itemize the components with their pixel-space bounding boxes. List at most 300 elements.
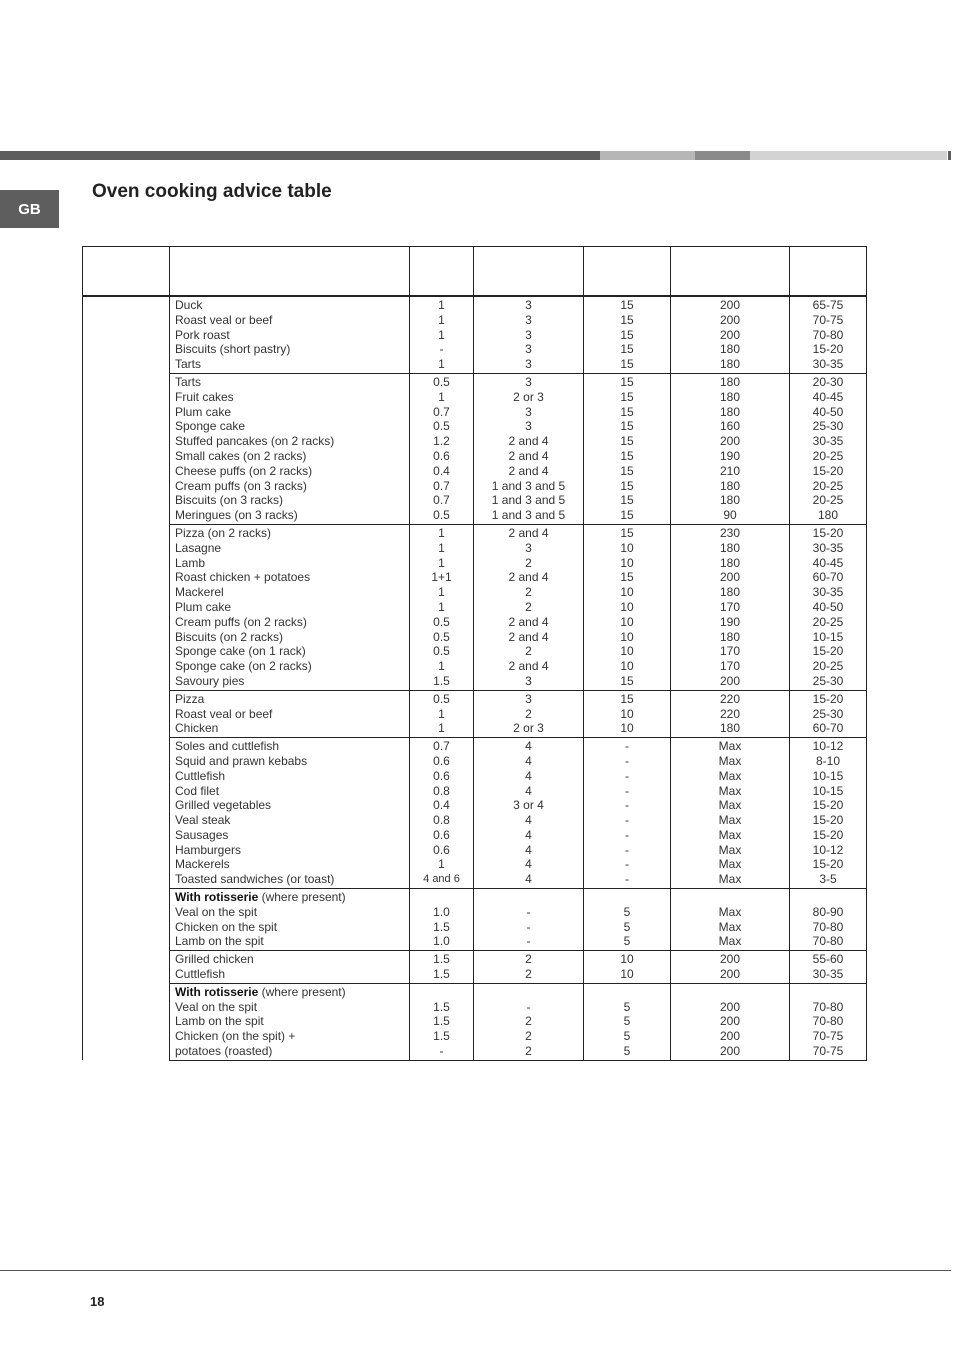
time-cell: 20-25 bbox=[790, 659, 867, 674]
weight-cell: 1 bbox=[410, 556, 474, 571]
time-cell: 20-25 bbox=[790, 479, 867, 494]
preheat-cell: 15 bbox=[584, 479, 671, 494]
rotisserie-label: With rotisserie bbox=[175, 890, 259, 905]
time-cell: 30-35 bbox=[790, 434, 867, 449]
cooking-mode-cell bbox=[83, 983, 170, 1060]
weight-cell: 0.8 bbox=[410, 784, 474, 799]
temperature-cell: 180 bbox=[671, 493, 790, 508]
temperature-cell: 200 bbox=[671, 1000, 790, 1015]
time-cell: 70-80 bbox=[790, 920, 867, 935]
temperature-cell: 180 bbox=[671, 373, 790, 389]
temperature-cell: 220 bbox=[671, 707, 790, 722]
cooking-group bbox=[83, 738, 867, 889]
rack-cell: 3 bbox=[474, 541, 584, 556]
temperature-cell: Max bbox=[671, 813, 790, 828]
cooking-group bbox=[83, 983, 867, 1060]
table-row bbox=[83, 524, 867, 540]
temperature-cell: 200 bbox=[671, 1029, 790, 1044]
temperature-cell: Max bbox=[671, 857, 790, 872]
bar-segment-mid bbox=[695, 151, 750, 160]
time-cell: 3-5 bbox=[790, 872, 867, 888]
weight-cell: 1.5 bbox=[410, 1000, 474, 1015]
time-cell: 25-30 bbox=[790, 419, 867, 434]
food-cell: Toasted sandwiches (or toast) bbox=[170, 872, 410, 888]
preheat-cell: 10 bbox=[584, 585, 671, 600]
temperature-cell: Max bbox=[671, 738, 790, 754]
rotisserie-heading bbox=[170, 889, 410, 905]
weight-cell: 1.5 bbox=[410, 1014, 474, 1029]
bar-segment-pale bbox=[750, 151, 947, 160]
table-row bbox=[83, 659, 867, 674]
table-row bbox=[83, 508, 867, 524]
food-cell: Roast veal or beef bbox=[170, 707, 410, 722]
preheat-cell: 10 bbox=[584, 967, 671, 983]
empty-cell bbox=[790, 889, 867, 905]
time-cell: 30-35 bbox=[790, 967, 867, 983]
rack-cell: 2 and 4 bbox=[474, 570, 584, 585]
rack-cell: 2 bbox=[474, 1044, 584, 1060]
temperature-cell: Max bbox=[671, 872, 790, 888]
weight-cell: 0.7 bbox=[410, 738, 474, 754]
preheat-cell: - bbox=[584, 857, 671, 872]
cooking-mode-cell bbox=[83, 296, 170, 373]
preheat-cell: 5 bbox=[584, 905, 671, 920]
weight-cell: 1 bbox=[410, 721, 474, 737]
food-cell: Veal on the spit bbox=[170, 1000, 410, 1015]
table-row bbox=[83, 493, 867, 508]
rotisserie-note: (where present) bbox=[258, 890, 346, 905]
rack-cell: 1 and 3 and 5 bbox=[474, 493, 584, 508]
rack-cell: 3 bbox=[474, 313, 584, 328]
rack-cell: 3 bbox=[474, 342, 584, 357]
food-cell: Fruit cakes bbox=[170, 390, 410, 405]
food-cell: Mackerel bbox=[170, 585, 410, 600]
header-cell-mode bbox=[83, 247, 170, 297]
temperature-cell: 190 bbox=[671, 615, 790, 630]
rack-cell: 3 bbox=[474, 373, 584, 389]
table-row bbox=[83, 570, 867, 585]
table-row bbox=[83, 674, 867, 690]
rack-cell: 2 bbox=[474, 1029, 584, 1044]
rack-cell: 2 or 3 bbox=[474, 721, 584, 737]
table-row bbox=[83, 644, 867, 659]
time-cell: 20-30 bbox=[790, 373, 867, 389]
food-cell: Plum cake bbox=[170, 405, 410, 420]
preheat-cell: - bbox=[584, 813, 671, 828]
weight-cell: 0.7 bbox=[410, 479, 474, 494]
table-row bbox=[83, 373, 867, 389]
empty-cell bbox=[410, 889, 474, 905]
preheat-cell: 15 bbox=[584, 434, 671, 449]
time-cell: 15-20 bbox=[790, 813, 867, 828]
bar-segment-light bbox=[600, 151, 695, 160]
rack-cell: 4 bbox=[474, 784, 584, 799]
rack-cell: 2 and 4 bbox=[474, 630, 584, 645]
cooking-mode-cell bbox=[83, 373, 170, 524]
weight-cell: 1+1 bbox=[410, 570, 474, 585]
temperature-cell: 180 bbox=[671, 585, 790, 600]
temperature-cell: 170 bbox=[671, 659, 790, 674]
table-row bbox=[83, 449, 867, 464]
cooking-group bbox=[83, 373, 867, 524]
weight-cell: 1 bbox=[410, 659, 474, 674]
rack-cell: 4 bbox=[474, 754, 584, 769]
rack-cell: 4 bbox=[474, 828, 584, 843]
table-row bbox=[83, 920, 867, 935]
cooking-group bbox=[83, 889, 867, 951]
preheat-cell: 10 bbox=[584, 615, 671, 630]
time-cell: 30-35 bbox=[790, 585, 867, 600]
table-header-row bbox=[83, 247, 867, 297]
bar-segment-dark bbox=[0, 151, 600, 160]
table-row bbox=[83, 784, 867, 799]
weight-cell: 1 bbox=[410, 296, 474, 313]
temperature-cell: Max bbox=[671, 843, 790, 858]
weight-cell: 0.6 bbox=[410, 449, 474, 464]
temperature-cell: 180 bbox=[671, 390, 790, 405]
time-cell: 70-80 bbox=[790, 1000, 867, 1015]
empty-cell bbox=[474, 983, 584, 999]
preheat-cell: - bbox=[584, 872, 671, 888]
weight-cell: 0.5 bbox=[410, 373, 474, 389]
cooking-group bbox=[83, 690, 867, 737]
temperature-cell: 180 bbox=[671, 541, 790, 556]
food-cell: Plum cake bbox=[170, 600, 410, 615]
food-cell: Biscuits (on 3 racks) bbox=[170, 493, 410, 508]
temperature-cell: 90 bbox=[671, 508, 790, 524]
food-cell: Lamb on the spit bbox=[170, 934, 410, 950]
rack-cell: 1 and 3 and 5 bbox=[474, 479, 584, 494]
header-cell-rack bbox=[474, 247, 584, 297]
food-cell: Savoury pies bbox=[170, 674, 410, 690]
temperature-cell: 200 bbox=[671, 313, 790, 328]
time-cell: 40-50 bbox=[790, 405, 867, 420]
table-row bbox=[83, 600, 867, 615]
food-cell: Chicken on the spit bbox=[170, 920, 410, 935]
food-cell: Cuttlefish bbox=[170, 967, 410, 983]
food-cell: Pizza bbox=[170, 690, 410, 706]
rack-cell: 1 and 3 and 5 bbox=[474, 508, 584, 524]
table-row bbox=[83, 630, 867, 645]
weight-cell: 0.5 bbox=[410, 690, 474, 706]
table-row bbox=[83, 1014, 867, 1029]
table-row bbox=[83, 479, 867, 494]
preheat-cell: 15 bbox=[584, 296, 671, 313]
preheat-cell: 15 bbox=[584, 405, 671, 420]
rack-cell: 3 bbox=[474, 405, 584, 420]
weight-cell: 0.4 bbox=[410, 464, 474, 479]
rack-cell: 4 bbox=[474, 843, 584, 858]
time-cell: 15-20 bbox=[790, 857, 867, 872]
preheat-cell: 15 bbox=[584, 690, 671, 706]
time-cell: 30-35 bbox=[790, 357, 867, 373]
rack-cell: 2 and 4 bbox=[474, 434, 584, 449]
preheat-cell: 10 bbox=[584, 541, 671, 556]
header-cell-temperature bbox=[671, 247, 790, 297]
preheat-cell: 5 bbox=[584, 1000, 671, 1015]
temperature-cell: 180 bbox=[671, 721, 790, 737]
time-cell: 8-10 bbox=[790, 754, 867, 769]
time-cell: 15-20 bbox=[790, 828, 867, 843]
temperature-cell: 200 bbox=[671, 328, 790, 343]
table-row bbox=[83, 615, 867, 630]
food-cell: Grilled chicken bbox=[170, 951, 410, 967]
preheat-cell: - bbox=[584, 738, 671, 754]
food-cell: Lasagne bbox=[170, 541, 410, 556]
table-row bbox=[83, 1000, 867, 1015]
empty-cell bbox=[671, 889, 790, 905]
rack-cell: 3 bbox=[474, 674, 584, 690]
time-cell: 80-90 bbox=[790, 905, 867, 920]
rack-cell: 3 bbox=[474, 690, 584, 706]
table-row bbox=[83, 419, 867, 434]
time-cell: 70-75 bbox=[790, 313, 867, 328]
weight-cell: 1 bbox=[410, 524, 474, 540]
table-row bbox=[83, 690, 867, 706]
weight-cell: 1 bbox=[410, 390, 474, 405]
time-cell: 10-15 bbox=[790, 784, 867, 799]
time-cell: 40-50 bbox=[790, 600, 867, 615]
food-cell: Pizza (on 2 racks) bbox=[170, 524, 410, 540]
header-cell-food bbox=[170, 247, 410, 297]
preheat-cell: 10 bbox=[584, 644, 671, 659]
rack-cell: 4 bbox=[474, 813, 584, 828]
weight-cell: 1.0 bbox=[410, 934, 474, 950]
table-row bbox=[83, 1044, 867, 1060]
weight-cell: 1.0 bbox=[410, 905, 474, 920]
time-cell: 60-70 bbox=[790, 721, 867, 737]
food-cell: Chicken bbox=[170, 721, 410, 737]
food-cell: Stuffed pancakes (on 2 racks) bbox=[170, 434, 410, 449]
preheat-cell: 10 bbox=[584, 721, 671, 737]
bar-segment-end bbox=[948, 151, 951, 160]
rack-cell: 2 bbox=[474, 951, 584, 967]
table-row bbox=[83, 798, 867, 813]
header-cell-preheat bbox=[584, 247, 671, 297]
rotisserie-heading bbox=[170, 983, 410, 999]
food-cell: Grilled vegetables bbox=[170, 798, 410, 813]
preheat-cell: - bbox=[584, 769, 671, 784]
preheat-cell: 15 bbox=[584, 342, 671, 357]
time-cell: 20-25 bbox=[790, 493, 867, 508]
temperature-cell: 230 bbox=[671, 524, 790, 540]
weight-cell: 1.5 bbox=[410, 674, 474, 690]
food-cell: Hamburgers bbox=[170, 843, 410, 858]
time-cell: 15-20 bbox=[790, 798, 867, 813]
temperature-cell: 160 bbox=[671, 419, 790, 434]
top-color-bar bbox=[0, 151, 954, 160]
food-cell: Lamb bbox=[170, 556, 410, 571]
preheat-cell: 15 bbox=[584, 373, 671, 389]
food-cell: Roast chicken + potatoes bbox=[170, 570, 410, 585]
rack-cell: 2 and 4 bbox=[474, 524, 584, 540]
food-cell: Mackerels bbox=[170, 857, 410, 872]
rack-cell: - bbox=[474, 1000, 584, 1015]
rack-cell: 2 bbox=[474, 644, 584, 659]
weight-cell: 0.7 bbox=[410, 493, 474, 508]
time-cell: 15-20 bbox=[790, 644, 867, 659]
weight-cell: - bbox=[410, 1044, 474, 1060]
table-row bbox=[83, 738, 867, 754]
preheat-cell: 5 bbox=[584, 920, 671, 935]
table-row bbox=[83, 889, 867, 905]
temperature-cell: Max bbox=[671, 920, 790, 935]
preheat-cell: 15 bbox=[584, 313, 671, 328]
rack-cell: 2 bbox=[474, 585, 584, 600]
rotisserie-note: (where present) bbox=[258, 984, 346, 999]
table-row bbox=[83, 585, 867, 600]
table-row bbox=[83, 541, 867, 556]
page-number: 18 bbox=[90, 1294, 105, 1309]
rack-cell: 2 bbox=[474, 707, 584, 722]
preheat-cell: 15 bbox=[584, 508, 671, 524]
weight-cell: 0.5 bbox=[410, 644, 474, 659]
rack-cell: 2 and 4 bbox=[474, 464, 584, 479]
temperature-cell: 180 bbox=[671, 405, 790, 420]
rack-cell: 2 bbox=[474, 1014, 584, 1029]
preheat-cell: 15 bbox=[584, 357, 671, 373]
temperature-cell: 200 bbox=[671, 967, 790, 983]
temperature-cell: 180 bbox=[671, 479, 790, 494]
cooking-group bbox=[83, 951, 867, 984]
temperature-cell: 180 bbox=[671, 342, 790, 357]
rack-cell: 3 bbox=[474, 419, 584, 434]
time-cell: 70-80 bbox=[790, 1014, 867, 1029]
rack-cell: 2 bbox=[474, 600, 584, 615]
rack-cell: - bbox=[474, 905, 584, 920]
rack-cell: 2 or 3 bbox=[474, 390, 584, 405]
table-row bbox=[83, 967, 867, 983]
temperature-cell: 200 bbox=[671, 570, 790, 585]
cooking-mode-cell bbox=[83, 524, 170, 690]
food-cell: Chicken (on the spit) + bbox=[170, 1029, 410, 1044]
preheat-cell: 5 bbox=[584, 934, 671, 950]
table-row bbox=[83, 769, 867, 784]
preheat-cell: 10 bbox=[584, 600, 671, 615]
weight-cell: 1 bbox=[410, 541, 474, 556]
oven-cooking-table bbox=[82, 246, 867, 1061]
time-cell: 15-20 bbox=[790, 690, 867, 706]
rack-cell: 2 and 4 bbox=[474, 449, 584, 464]
weight-cell: 1 bbox=[410, 357, 474, 373]
temperature-cell: Max bbox=[671, 828, 790, 843]
weight-cell: 0.5 bbox=[410, 419, 474, 434]
food-cell: Squid and prawn kebabs bbox=[170, 754, 410, 769]
rack-cell: 3 or 4 bbox=[474, 798, 584, 813]
time-cell: 10-12 bbox=[790, 843, 867, 858]
empty-cell bbox=[410, 983, 474, 999]
time-cell: 10-12 bbox=[790, 738, 867, 754]
temperature-cell: 200 bbox=[671, 434, 790, 449]
table-row bbox=[83, 828, 867, 843]
table-row bbox=[83, 754, 867, 769]
table-row bbox=[83, 464, 867, 479]
temperature-cell: 190 bbox=[671, 449, 790, 464]
table-row bbox=[83, 390, 867, 405]
preheat-cell: 5 bbox=[584, 1029, 671, 1044]
time-cell: 55-60 bbox=[790, 951, 867, 967]
footer-divider bbox=[0, 1270, 951, 1271]
weight-cell: 1.5 bbox=[410, 920, 474, 935]
weight-cell: 0.5 bbox=[410, 508, 474, 524]
rack-cell: - bbox=[474, 934, 584, 950]
table-row bbox=[83, 983, 867, 999]
empty-cell bbox=[584, 889, 671, 905]
temperature-cell: 180 bbox=[671, 630, 790, 645]
rack-cell: 4 bbox=[474, 857, 584, 872]
temperature-cell: 200 bbox=[671, 296, 790, 313]
empty-cell bbox=[584, 983, 671, 999]
header-cell-weight bbox=[410, 247, 474, 297]
food-cell: Small cakes (on 2 racks) bbox=[170, 449, 410, 464]
rack-cell: 3 bbox=[474, 328, 584, 343]
weight-cell: 0.5 bbox=[410, 630, 474, 645]
table-row bbox=[83, 857, 867, 872]
time-cell: 70-80 bbox=[790, 328, 867, 343]
food-cell: Pork roast bbox=[170, 328, 410, 343]
preheat-cell: 15 bbox=[584, 464, 671, 479]
preheat-cell: 15 bbox=[584, 390, 671, 405]
food-cell: Tarts bbox=[170, 357, 410, 373]
preheat-cell: 10 bbox=[584, 630, 671, 645]
table-row bbox=[83, 556, 867, 571]
time-cell: 40-45 bbox=[790, 556, 867, 571]
food-cell: Soles and cuttlefish bbox=[170, 738, 410, 754]
weight-cell: 0.4 bbox=[410, 798, 474, 813]
rack-cell: 2 bbox=[474, 556, 584, 571]
weight-cell: 0.7 bbox=[410, 405, 474, 420]
temperature-cell: 170 bbox=[671, 600, 790, 615]
rack-cell: 2 and 4 bbox=[474, 615, 584, 630]
weight-cell: 4 and 6 bbox=[410, 872, 474, 888]
temperature-cell: 180 bbox=[671, 357, 790, 373]
temperature-cell: 200 bbox=[671, 951, 790, 967]
time-cell: 15-20 bbox=[790, 524, 867, 540]
temperature-cell: 220 bbox=[671, 690, 790, 706]
empty-cell bbox=[671, 983, 790, 999]
preheat-cell: 15 bbox=[584, 493, 671, 508]
weight-cell: 1.5 bbox=[410, 1029, 474, 1044]
table-row bbox=[83, 405, 867, 420]
weight-cell: 1.5 bbox=[410, 967, 474, 983]
weight-cell: 1.5 bbox=[410, 951, 474, 967]
time-cell: 70-75 bbox=[790, 1029, 867, 1044]
food-cell: Tarts bbox=[170, 373, 410, 389]
rotisserie-label: With rotisserie bbox=[175, 984, 259, 999]
weight-cell: 0.5 bbox=[410, 615, 474, 630]
time-cell: 20-25 bbox=[790, 449, 867, 464]
food-cell: Cod filet bbox=[170, 784, 410, 799]
rack-cell: 2 bbox=[474, 967, 584, 983]
food-cell: Duck bbox=[170, 296, 410, 313]
table-row bbox=[83, 934, 867, 950]
table-row bbox=[83, 951, 867, 967]
table-row bbox=[83, 905, 867, 920]
weight-cell: - bbox=[410, 342, 474, 357]
food-cell: Biscuits (on 2 racks) bbox=[170, 630, 410, 645]
table-row bbox=[83, 872, 867, 888]
table-row bbox=[83, 434, 867, 449]
time-cell: 25-30 bbox=[790, 707, 867, 722]
preheat-cell: 10 bbox=[584, 951, 671, 967]
table-row bbox=[83, 1029, 867, 1044]
table-row bbox=[83, 707, 867, 722]
rack-cell: 4 bbox=[474, 738, 584, 754]
header-cell-time bbox=[790, 247, 867, 297]
time-cell: 15-20 bbox=[790, 342, 867, 357]
time-cell: 15-20 bbox=[790, 464, 867, 479]
rack-cell: 4 bbox=[474, 769, 584, 784]
